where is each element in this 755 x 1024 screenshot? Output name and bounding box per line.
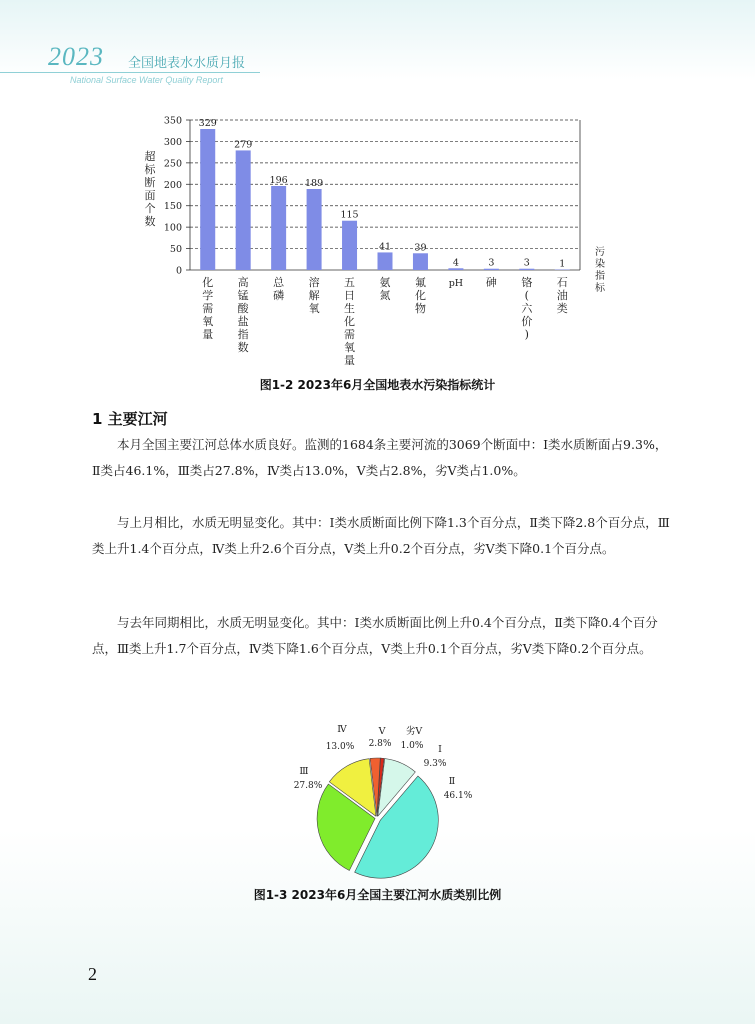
y-axis-label-char: 数 [144,215,156,228]
bar-value-label: 3 [523,257,530,269]
bar [200,129,215,270]
category-label-char: 物 [414,302,426,315]
bar [271,186,286,270]
category-label-char: 价 [521,315,533,328]
y-tick-label: 100 [163,222,182,234]
category-label-char: 化 [344,315,356,328]
category-label-char: 油 [556,289,568,302]
category-label-char: 氮 [379,289,391,302]
category-label-char: 五 [344,276,356,289]
header-year: 2023 [48,42,104,71]
category-label-char: 指 [237,328,249,341]
category-label-char: 日 [344,289,356,302]
pie-category-label: Ⅲ [299,766,309,777]
y-tick-label: 0 [175,265,182,277]
category-label-char: 化 [414,289,426,302]
pie-percent-label: 46.1% [443,791,473,801]
y-axis-label-char: 标 [144,163,156,176]
bar-value-label: 3 [488,257,495,269]
category-label-char: 砷 [485,276,497,289]
bar [307,189,322,270]
category-label-char: 生 [344,302,356,315]
x-axis-label-char: 标 [595,283,605,294]
category-label-char: ( [524,289,529,302]
category-label-char: 酸 [237,302,249,315]
category-label-char: 数 [237,341,249,354]
bar-value-label: 115 [340,209,359,221]
category-label-char: 高 [237,276,249,289]
category-label-char: 解 [308,289,320,302]
pie-category-label: Ⅳ [337,724,347,735]
bar [236,150,251,270]
page-header [0,0,755,90]
category-label-char: 盐 [237,315,249,328]
header-title: 全国地表水水质月报 [128,56,246,71]
paragraph-1: 本月全国主要江河总体水质良好。监测的1684条主要河流的3069个断面中：Ⅰ类水质断面占9.3%，Ⅱ类占46.1%，Ⅲ类占27.8%，Ⅳ类占13.0%，Ⅴ类占2.8%，劣Ⅴ类占1.0%。 [92,437,668,478]
y-tick-label: 300 [163,136,182,148]
bar [342,221,357,270]
pie-percent-label: 13.0% [325,742,355,752]
bar-value-label: 196 [269,175,288,186]
bar-value-label: 329 [198,118,217,129]
y-tick-label: 200 [163,179,182,191]
y-axis-label-char: 个 [144,202,156,215]
bar [448,268,463,270]
header-subtitle: National Surface Water Quality Report [70,75,223,85]
category-label-char: 氧 [344,341,356,354]
category-label-char: ) [524,328,529,341]
y-tick-label: 150 [163,201,182,213]
category-label-char: 总 [273,276,285,289]
category-label-char: 氧 [202,315,214,328]
category-label: pH [448,278,464,289]
category-label-char: 化 [202,276,214,289]
bar [413,253,428,270]
bar [378,252,393,270]
pie-percent-label: 27.8% [293,781,323,791]
y-axis-label-char: 超 [144,150,156,163]
pie-percent-label: 1.0% [400,741,424,751]
pie-category-label: Ⅰ [438,744,442,755]
category-label-char: 氨 [379,276,391,289]
category-label-char: 类 [556,302,568,315]
y-tick-label: 250 [163,158,182,170]
page-number: 2 [88,964,97,984]
y-tick-label: 350 [163,115,182,127]
bar-value-label: 39 [414,242,427,254]
x-axis-label-char: 指 [595,271,605,282]
bar-value-label: 1 [559,258,566,270]
x-axis-label-char: 染 [595,259,605,270]
category-label-char: 氧 [308,302,320,315]
bar-value-label: 279 [234,139,253,151]
figure2-caption: 图1-3 2023年6月全国主要江河水质类别比例 [253,888,502,902]
category-label-char: 六 [521,302,533,315]
category-label-char: 量 [344,354,356,367]
x-axis-label-char: 污 [595,247,605,258]
bar-chart-pollution-indicators [130,112,620,374]
paragraph-3: 与去年同期相比，水质无明显变化。其中：Ⅰ类水质断面比例上升0.4个百分点，Ⅱ类下降0.4个百分点，Ⅲ类上升1.7个百分点，Ⅳ类下降1.6个百分点，Ⅴ类上升0.1个百分点，劣Ⅴ类下降0.2个百分点。 [92,615,658,656]
bar-value-label: 189 [305,178,324,189]
y-tick-label: 50 [169,244,182,256]
category-label-char: 锰 [237,289,249,302]
pie-category-label: Ⅴ [378,726,386,737]
pie-chart-water-quality [290,722,490,882]
category-label-char: 需 [202,302,214,315]
category-label-char: 需 [344,328,356,341]
bar [519,269,534,270]
category-label-char: 量 [202,328,214,341]
figure1-caption: 图1-2 2023年6月全国地表水污染指标统计 [259,378,496,392]
header-divider [0,72,260,73]
section-title: 1 主要江河 [92,410,168,428]
paragraph-2: 与上月相比，水质无明显变化。其中：Ⅰ类水质断面比例下降1.3个百分点，Ⅱ类下降2.8个百分点，Ⅲ类上升1.4个百分点，Ⅳ类上升2.6个百分点，Ⅴ类上升0.2个百分点，劣Ⅴ类下降0.1个百分点。 [92,515,670,556]
category-label-char: 溶 [308,276,320,289]
pie-category-label: 劣Ⅴ [405,726,423,737]
pie-category-label: Ⅱ [448,776,456,787]
category-label-char: 铬 [521,276,533,289]
pie-percent-label: 9.3% [423,759,447,769]
pie-percent-label: 2.8% [368,739,392,749]
bar [484,269,499,270]
y-axis-label-char: 面 [144,189,156,202]
category-label-char: 氟 [414,276,426,289]
y-axis-label-char: 断 [144,176,156,189]
category-label-char: 学 [202,289,214,302]
bar-value-label: 4 [452,257,459,269]
category-label-char: 石 [556,276,568,289]
bar-value-label: 41 [378,241,392,253]
category-label-char: 磷 [273,289,285,302]
